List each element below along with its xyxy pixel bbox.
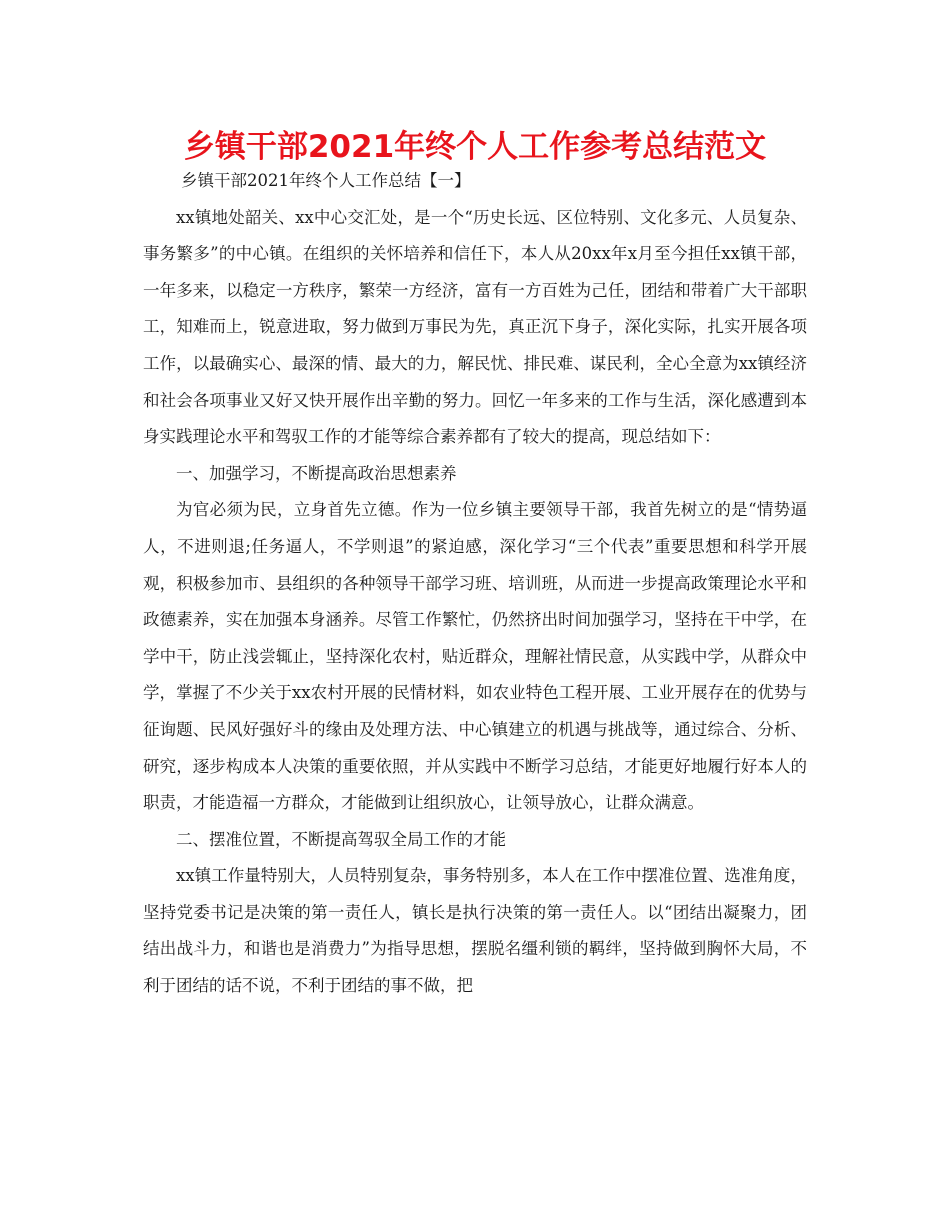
paragraph-section-1: 为官必须为民，立身首先立德。作为一位乡镇主要领导干部，我首先树立的是“情势逼人，不进则退;任务逼人，不学则退”的紧迫感，深化学习“三个代表”重要思想和科学开展观，积极参加市、县组织的各种领导干部学习班、培训班，从而进一步提高政策理论水平和政德素养，实在加强本身涵养。尽管工作繁忙，仍然挤出时间加强学习，坚持在干中学，在学中干，防止浅尝辄止，坚持深化农村，贴近群众，理解社情民意，从实践中学，从群众中学，掌握了不少关于xx农村开展的民情材料，如农业特色工程开展、工业开展存在的优势与征询题、民风好强好斗的缘由及处理方法、中心镇建立的机遇与挑战等，通过综合、分析、研究，逐步构成本人决策的重要依照，并从实践中不断学习总结，才能更好地履行好本人的职责，才能造福一方群众，才能做到让组织放心，让领导放心，让群众满意。 bbox=[143, 500, 807, 813]
paragraph-section-2: xx镇工作量特别大，人员特别复杂，事务特别多，本人在工作中摆准位置、选准角度，坚持党委书记是决策的第一责任人，镇长是执行决策的第一责任人。以“团结出凝聚力，团结出战斗力，和谐也是消费力”为指导思想，摆脱名缰利锁的羁绊，坚持做到胸怀大局，不利于团结的话不说，不利于团结的事不做，把 bbox=[143, 866, 807, 996]
document-title: 乡镇干部2021年终个人工作参考总结范文 bbox=[183, 129, 767, 165]
section-heading-2: 二、摆准位置，不断提高驾驭全局工作的才能 bbox=[176, 829, 506, 849]
document-subtitle: 乡镇干部2021年终个人工作总结【一】 bbox=[181, 171, 471, 190]
section-heading-1: 一、加强学习，不断提高政治思想素养 bbox=[176, 463, 457, 483]
document-body bbox=[143, 163, 807, 1005]
paragraph-intro: xx镇地处韶关、xx中心交汇处，是一个“历史长远、区位特别、文化多元、人员复杂、事务繁多”的中心镇。在组织的关怀培养和信任下，本人从20xx年x月至今担任xx镇干部，一年多来，以稳定一方秩序，繁荣一方经济，富有一方百姓为己任，团结和带着广大干部职工，知难而上，锐意进取，努力做到万事民为先，真正沉下身子，深化实际，扎实开展各项工作，以最确实心、最深的情、最大的力，解民忧、排民难、谋民利，全心全意为xx镇经济和社会各项事业又好又快开展作出辛勤的努力。回忆一年多来的工作与生活，深化感遭到本身实践理论水平和驾驭工作的才能等综合素养都有了较大的提高，现总结如下： bbox=[143, 207, 807, 447]
